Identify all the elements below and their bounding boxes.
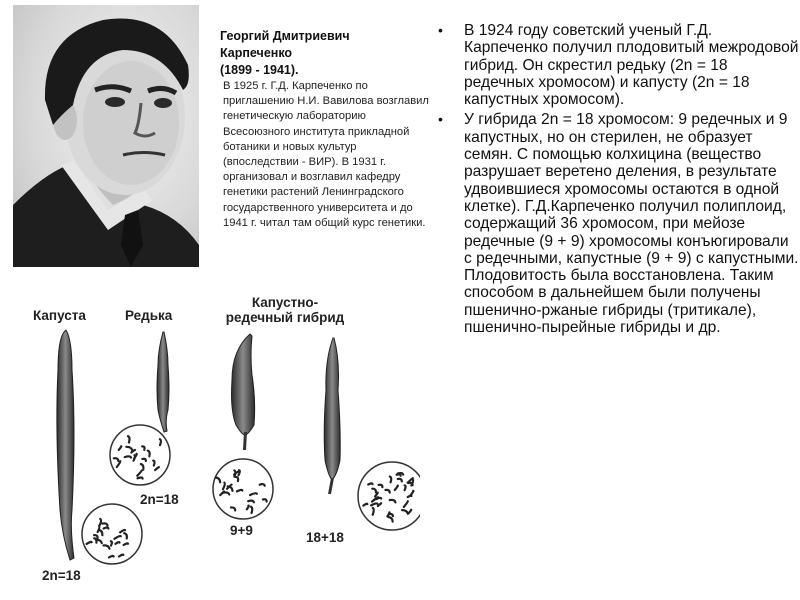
bullet-list bbox=[428, 22, 800, 339]
bullet-icon: • bbox=[438, 111, 443, 128]
count-cabbage: 2n=18 bbox=[42, 568, 81, 583]
label-cabbage: Капуста bbox=[33, 308, 86, 323]
chromosome-mark bbox=[373, 508, 374, 515]
biography-caption bbox=[220, 28, 430, 231]
portrait-illustration bbox=[13, 5, 199, 267]
chromosome-mark bbox=[234, 470, 235, 476]
life-years: (1899 - 1941). bbox=[220, 63, 299, 77]
portrait-photo bbox=[13, 5, 199, 267]
chromosome-mark bbox=[153, 461, 154, 466]
chromosome-mark bbox=[125, 456, 131, 457]
count-hybrid: 9+9 bbox=[230, 523, 253, 538]
chromosome-mark bbox=[405, 485, 406, 490]
chromosome-mark bbox=[237, 490, 243, 492]
chromosome-mark bbox=[408, 495, 412, 497]
caption-name bbox=[220, 28, 430, 79]
bullet-icon: • bbox=[438, 22, 443, 38]
chromosome-mark bbox=[138, 477, 143, 478]
bullet-text: У гибрида 2n = 18 хромосом: 9 редечных и 9 капустных, но он стерилен, не образует семян. С помощью колхицина (вещество разрушает веретено деления, в результате удвоившиеся хромосомы остаются в одной клетке). Г.Д.Карпеченко получил полиплоид, содержащий 36 хромосом, при мейозе редечные (9 + 9) хромосомы конъюгировали с редечными, капустные (9 + 9) с капустными. Плодовитость была восстановлена. Таким способом в дальнейшем были получены пшенично-ржаные гибриды (тритикале), пшенично-пырейные гибриды и др. bbox=[464, 111, 799, 337]
radish-pod-icon bbox=[157, 332, 169, 432]
cell-radish-icon bbox=[110, 425, 170, 485]
label-hybrid-line-1: Капустно- bbox=[251, 295, 319, 310]
name-line-1: Георгий Дмитриевич bbox=[220, 29, 350, 43]
label-hybrid-line-2: редечный гибрид bbox=[225, 310, 345, 325]
chromosome-mark bbox=[160, 439, 161, 445]
chromosome-mark bbox=[109, 556, 114, 558]
label-radish: Редька bbox=[125, 308, 173, 323]
hybrid-illustration bbox=[0, 280, 420, 600]
pods-and-cells bbox=[0, 280, 420, 600]
chromosome-mark bbox=[376, 498, 381, 499]
name-line-2: Карпеченко bbox=[220, 46, 293, 60]
biography-text: В 1925 г. Г.Д. Карпеченко по приглашению Н.И. Вавилова возглавил генетическую лабораторию Всесоюзного института прикладной ботаники и новых культур (впоследствии - ВИР). В 1931 г. организовал и возглавил кафедру генетики растений Ленинградского государственного университета и до 1941 г. читал там общий курс генетики. bbox=[223, 80, 429, 229]
bullet-text: В 1924 году советский ученый Г.Д. Карпеченко получил плодовитый межродовой гибрид. Он скрестил редьку (2n = 18 редечных хромосом) и капусту (2n = 18 капустных хромосом). bbox=[464, 22, 799, 109]
count-radish: 2n=18 bbox=[140, 492, 179, 507]
chromosome-mark bbox=[100, 519, 101, 525]
count-polyploid: 18+18 bbox=[306, 530, 344, 545]
cabbage-pod-icon bbox=[57, 330, 74, 560]
chromosome-mark bbox=[104, 528, 109, 529]
polyploid-pod-icon bbox=[324, 338, 340, 494]
bullet-item bbox=[428, 111, 800, 336]
bullet-item bbox=[428, 22, 800, 108]
chromosome-mark bbox=[111, 541, 112, 545]
chromosome-mark bbox=[368, 483, 372, 484]
hybrid-pod-icon bbox=[232, 334, 255, 450]
